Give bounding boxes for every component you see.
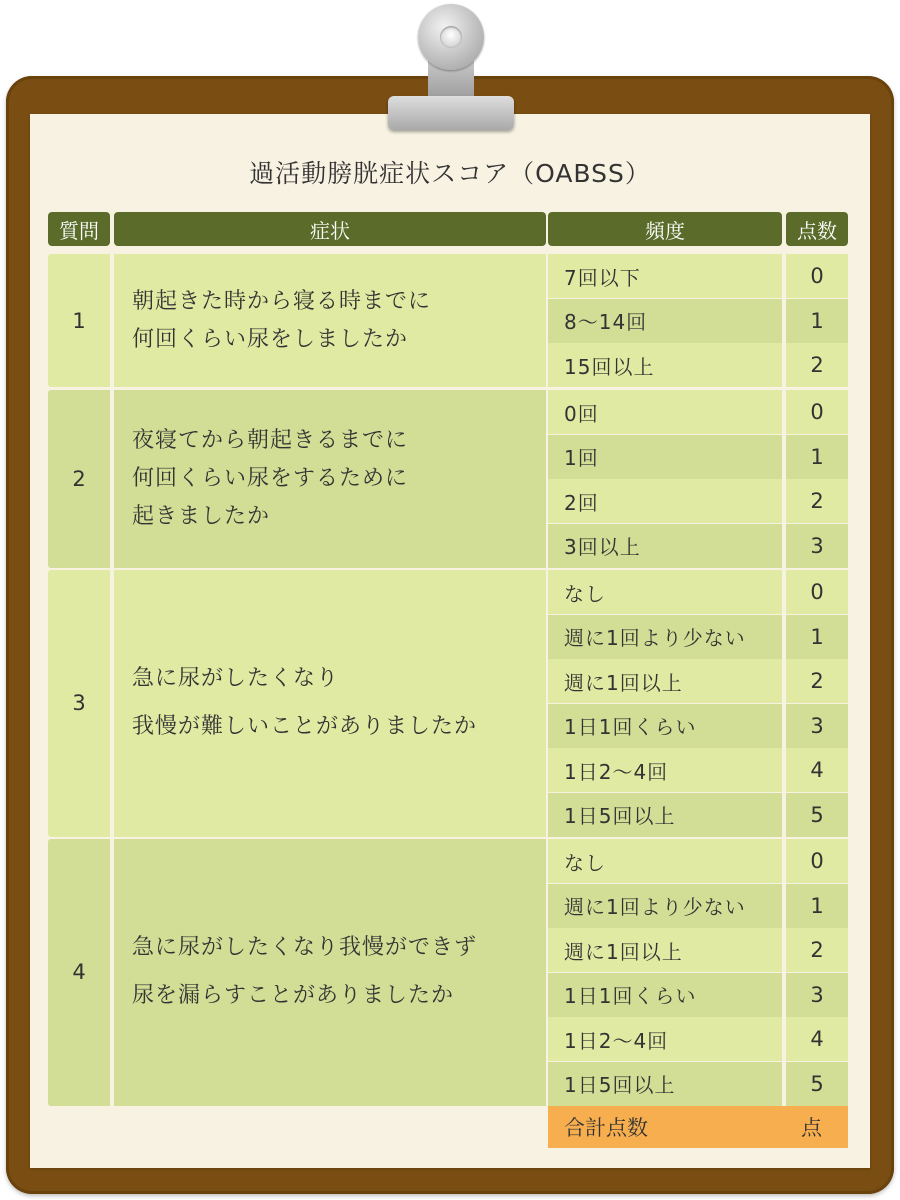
question-number: 4 bbox=[48, 839, 110, 1106]
clip-base-icon bbox=[388, 96, 514, 130]
score-value: 0 bbox=[786, 390, 848, 434]
score-value: 2 bbox=[786, 343, 848, 387]
frequency-option: 1日1回くらい bbox=[548, 973, 782, 1017]
frequency-option: 7回以下 bbox=[548, 254, 782, 298]
page-title: 過活動膀胱症状スコア（OABSS） bbox=[249, 159, 651, 188]
score-value: 4 bbox=[786, 1017, 848, 1061]
score-value: 1 bbox=[786, 884, 848, 928]
frequency-option: 8〜14回 bbox=[548, 299, 782, 343]
score-value: 0 bbox=[786, 570, 848, 614]
score-value: 2 bbox=[786, 479, 848, 523]
frequency-option: 週に1回以上 bbox=[548, 659, 782, 703]
frequency-option: 1回 bbox=[548, 435, 782, 479]
frequency-option: 1日2〜4回 bbox=[548, 1017, 782, 1061]
question-number: 1 bbox=[48, 254, 110, 387]
score-value: 4 bbox=[786, 748, 848, 792]
symptom-line: 起きましたか bbox=[132, 503, 271, 529]
frequency-option: 2回 bbox=[548, 479, 782, 523]
question-symptom bbox=[114, 570, 546, 837]
symptom-line: 何回くらい尿をするために bbox=[132, 465, 409, 491]
score-value: 0 bbox=[786, 839, 848, 883]
score-value: 2 bbox=[786, 928, 848, 972]
frequency-option: 週に1回以上 bbox=[548, 928, 782, 972]
frequency-option: 1日5回以上 bbox=[548, 1062, 782, 1106]
total-score-bar bbox=[548, 1106, 848, 1148]
frequency-option: なし bbox=[548, 839, 782, 883]
score-value: 1 bbox=[786, 435, 848, 479]
question-symptom bbox=[114, 390, 546, 568]
frequency-option: 15回以上 bbox=[548, 343, 782, 387]
score-value: 0 bbox=[786, 254, 848, 298]
symptom-line: 急に尿がしたくなり bbox=[132, 666, 340, 692]
frequency-option: 3回以上 bbox=[548, 524, 782, 568]
score-value: 3 bbox=[786, 704, 848, 748]
score-value: 3 bbox=[786, 524, 848, 568]
header-question: 質問 bbox=[48, 212, 110, 246]
header-frequency: 頻度 bbox=[548, 212, 782, 246]
score-value: 1 bbox=[786, 299, 848, 343]
score-value: 1 bbox=[786, 615, 848, 659]
score-value: 5 bbox=[786, 1062, 848, 1106]
score-value: 2 bbox=[786, 659, 848, 703]
symptom-line: 尿を漏らすことがありましたか bbox=[132, 983, 455, 1009]
frequency-option: なし bbox=[548, 570, 782, 614]
score-value: 5 bbox=[786, 793, 848, 837]
symptom-line: 何回くらい尿をしましたか bbox=[132, 326, 409, 352]
total-label: 合計点数 bbox=[564, 1116, 648, 1140]
question-number: 3 bbox=[48, 570, 110, 837]
symptom-line: 朝起きた時から寝る時までに bbox=[132, 288, 432, 314]
frequency-option: 0回 bbox=[548, 390, 782, 434]
frequency-option: 週に1回より少ない bbox=[548, 884, 782, 928]
frequency-option: 週に1回より少ない bbox=[548, 615, 782, 659]
score-value: 3 bbox=[786, 973, 848, 1017]
question-symptom bbox=[114, 254, 546, 387]
clip-hole-icon bbox=[440, 26, 462, 48]
symptom-line: 急に尿がしたくなり我慢ができず bbox=[132, 935, 478, 961]
question-number: 2 bbox=[48, 390, 110, 568]
header-score: 点数 bbox=[786, 212, 848, 246]
frequency-option: 1日5回以上 bbox=[548, 793, 782, 837]
frequency-option: 1日2〜4回 bbox=[548, 748, 782, 792]
symptom-line: 夜寝てから朝起きるまでに bbox=[132, 427, 409, 453]
symptom-line: 我慢が難しいことがありましたか bbox=[132, 714, 478, 740]
frequency-option: 1日1回くらい bbox=[548, 704, 782, 748]
question-symptom bbox=[114, 839, 546, 1106]
total-unit: 点 bbox=[801, 1116, 822, 1140]
header-symptom: 症状 bbox=[114, 212, 546, 246]
